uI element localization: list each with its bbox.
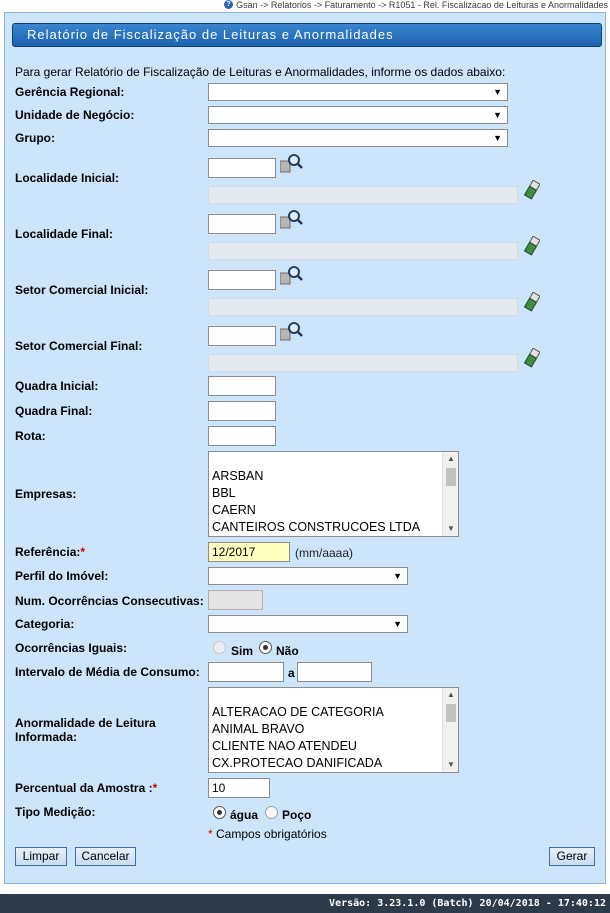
- eraser-icon[interactable]: [524, 236, 540, 256]
- gerencia-select[interactable]: [208, 83, 508, 101]
- anormalidade-listbox[interactable]: [208, 687, 459, 773]
- list-item[interactable]: CX.PROTECAO DANIFICADA: [212, 756, 383, 770]
- scroll-thumb[interactable]: [446, 468, 456, 486]
- search-icon[interactable]: [280, 321, 304, 343]
- intervalo-separator: a: [288, 666, 295, 680]
- list-item[interactable]: ANIMAL BRAVO: [212, 722, 305, 736]
- scrollbar[interactable]: [442, 688, 458, 772]
- quadra-inicial-label: Quadra Inicial:: [15, 379, 99, 393]
- intervalo-media-label: Intervalo de Média de Consumo:: [15, 665, 200, 679]
- num-ocorrencias-label: Num. Ocorrências Consecutivas:: [15, 594, 204, 608]
- scroll-up-icon[interactable]: ▲: [447, 690, 455, 699]
- poco-label: Poço: [282, 808, 312, 822]
- list-item[interactable]: CLIENTE NAO ATENDEU: [212, 739, 357, 753]
- list-item[interactable]: ALTERACAO DE CATEGORIA: [212, 705, 384, 719]
- referencia-input[interactable]: 12/2017: [208, 542, 290, 562]
- agua-label: água: [230, 808, 259, 822]
- eraser-icon[interactable]: [524, 348, 540, 368]
- required-mark: *: [80, 545, 86, 559]
- search-icon[interactable]: [280, 153, 304, 175]
- nao-radio[interactable]: [259, 641, 272, 654]
- required-note: * Campos obrigatórios: [208, 827, 327, 841]
- localidade-inicial-description: [208, 186, 518, 204]
- rota-input[interactable]: [208, 426, 276, 446]
- perfil-select[interactable]: [208, 567, 408, 585]
- grupo-label: Grupo:: [15, 131, 55, 145]
- scroll-down-icon[interactable]: ▼: [447, 760, 455, 769]
- sim-radio[interactable]: [213, 641, 226, 654]
- referencia-label: Referência:*: [15, 545, 86, 559]
- scroll-thumb[interactable]: [446, 704, 456, 722]
- list-item[interactable]: CANTEIROS CONSTRUCOES LTDA: [212, 520, 421, 534]
- list-item[interactable]: BBL: [212, 486, 236, 500]
- cancelar-button[interactable]: Cancelar: [75, 847, 136, 866]
- nao-label: Não: [276, 644, 299, 658]
- anormalidade-label-line2: Informada:: [15, 730, 78, 744]
- localidade-final-input[interactable]: [208, 214, 276, 234]
- intervalo-final-input[interactable]: [297, 662, 372, 682]
- intervalo-inicial-input[interactable]: [208, 662, 284, 682]
- localidade-inicial-label: Localidade Inicial:: [15, 171, 120, 185]
- setor-inicial-description: [208, 298, 518, 316]
- perfil-label: Perfil do Imóvel:: [15, 569, 109, 583]
- localidade-inicial-input[interactable]: [208, 158, 276, 178]
- referencia-hint: (mm/aaaa): [295, 546, 354, 560]
- agua-radio[interactable]: [213, 806, 226, 819]
- page-title: Relatório de Fiscalização de Leituras e Anormalidades: [12, 23, 602, 47]
- eraser-icon[interactable]: [524, 180, 540, 200]
- sim-label: Sim: [231, 644, 254, 658]
- quadra-final-label: Quadra Final:: [15, 404, 93, 418]
- poco-radio[interactable]: [265, 806, 278, 819]
- gerar-button[interactable]: Gerar: [549, 847, 595, 866]
- chevron-down-icon: ▼: [493, 87, 502, 97]
- percentual-input[interactable]: 10: [208, 778, 270, 798]
- breadcrumb: Gsan -> Relatorios -> Faturamento -> R1051 - Rel. Fiscalizacao de Leituras e Anormalidades: [236, 0, 608, 10]
- unidade-select[interactable]: [208, 106, 508, 124]
- unidade-label: Unidade de Negócio:: [15, 108, 135, 122]
- localidade-final-label: Localidade Final:: [15, 227, 114, 241]
- search-icon[interactable]: [280, 265, 304, 287]
- tipo-medicao-label: Tipo Medição:: [15, 805, 96, 819]
- breadcrumb-bar: [0, 0, 610, 10]
- gerencia-label: Gerência Regional:: [15, 85, 125, 99]
- setor-inicial-label: Setor Comercial Inicial:: [15, 283, 149, 297]
- version-footer: Versão: 3.23.1.0 (Batch) 20/04/2018 - 17:40:12: [0, 894, 610, 913]
- quadra-inicial-input[interactable]: [208, 376, 276, 396]
- eraser-icon[interactable]: [524, 292, 540, 312]
- empresas-label: Empresas:: [15, 487, 77, 501]
- search-icon[interactable]: [280, 209, 304, 231]
- empresas-listbox[interactable]: [208, 451, 459, 537]
- setor-final-label: Setor Comercial Final:: [15, 339, 143, 353]
- chevron-down-icon: ▼: [393, 619, 402, 629]
- scroll-down-icon[interactable]: ▼: [447, 524, 455, 533]
- chevron-down-icon: ▼: [393, 571, 402, 581]
- scroll-up-icon[interactable]: ▲: [447, 454, 455, 463]
- quadra-final-input[interactable]: [208, 401, 276, 421]
- chevron-down-icon: ▼: [493, 110, 502, 120]
- setor-final-description: [208, 354, 518, 372]
- scrollbar[interactable]: [442, 452, 458, 536]
- intro-text: Para gerar Relatório de Fiscalização de Leituras e Anormalidades, informe os dados abaixo:: [15, 65, 506, 79]
- help-icon[interactable]: ?: [224, 0, 233, 9]
- setor-final-input[interactable]: [208, 326, 276, 346]
- grupo-select[interactable]: [208, 129, 508, 147]
- anormalidade-label-line1: Anormalidade de Leitura: [15, 716, 156, 730]
- percentual-label: Percentual da Amostra :*: [15, 781, 158, 795]
- setor-inicial-input[interactable]: [208, 270, 276, 290]
- categoria-label: Categoria:: [15, 617, 75, 631]
- list-item[interactable]: ARSBAN: [212, 469, 264, 483]
- rota-label: Rota:: [15, 429, 46, 443]
- localidade-final-description: [208, 242, 518, 260]
- required-mark: *: [152, 781, 158, 795]
- num-ocorrencias-input: [208, 590, 263, 610]
- limpar-button[interactable]: Limpar: [15, 847, 67, 866]
- ocorrencias-iguais-label: Ocorrências Iguais:: [15, 641, 128, 655]
- categoria-select[interactable]: [208, 615, 408, 633]
- chevron-down-icon: ▼: [493, 133, 502, 143]
- list-item[interactable]: CAERN: [212, 503, 256, 517]
